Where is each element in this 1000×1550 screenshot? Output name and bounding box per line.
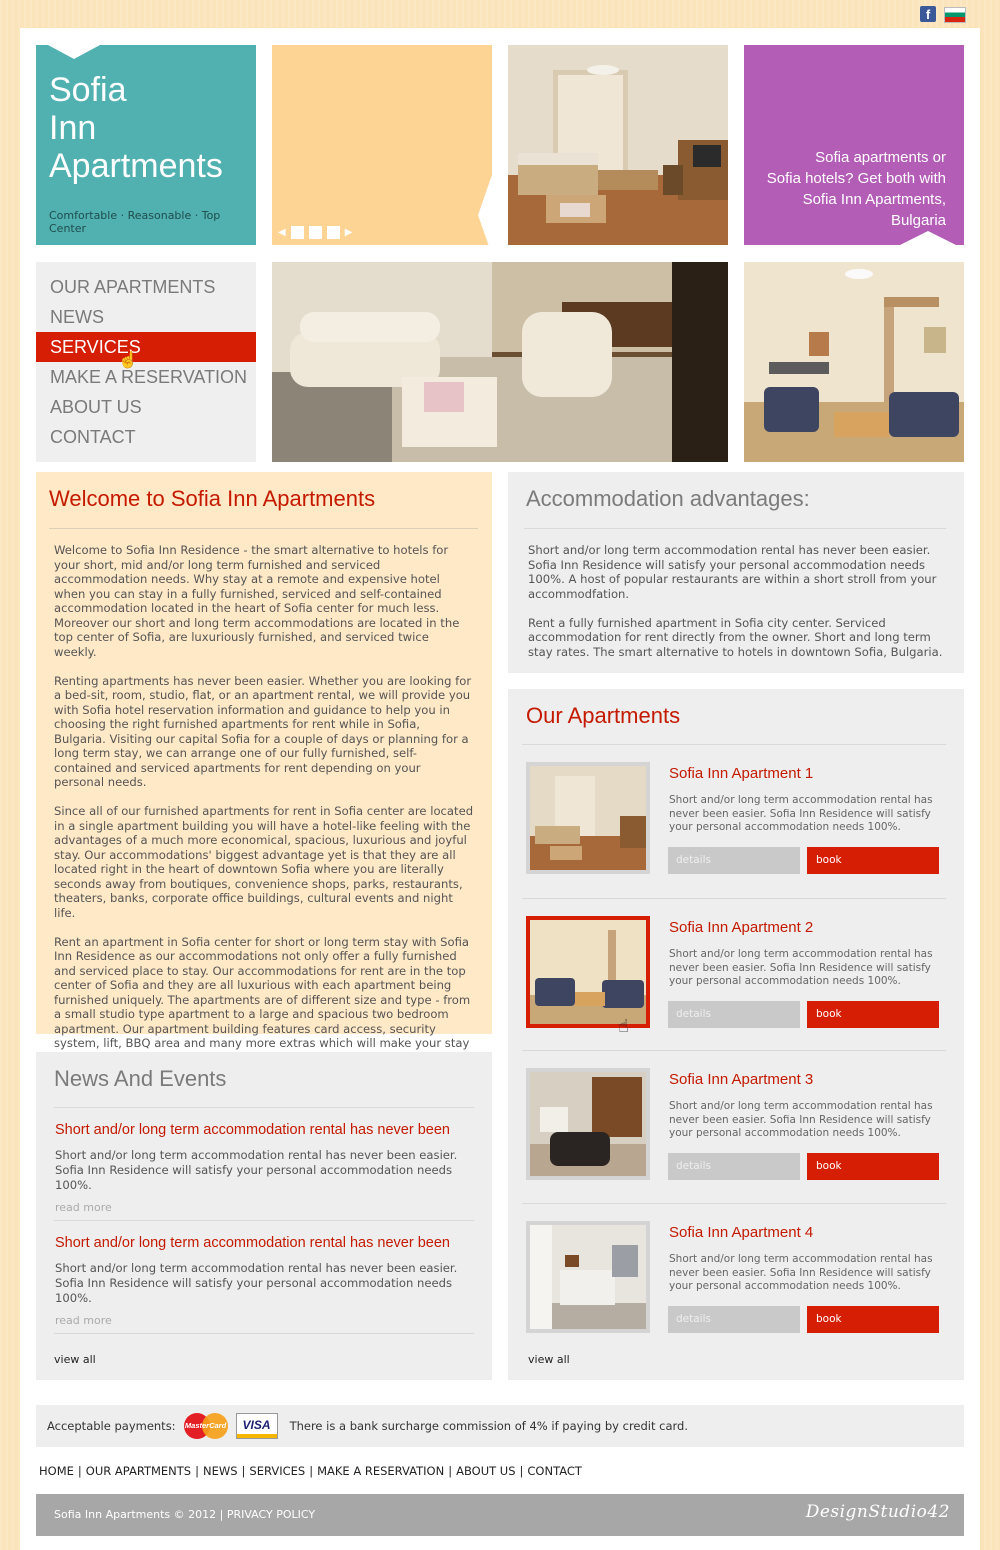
news-item-text: Short and/or long term accommodation rental has never been easier. Sofia Inn Residence will satisfy your personal accommodation needs 100%. xyxy=(55,1148,458,1192)
logo-tile[interactable] xyxy=(36,45,256,245)
site-title: Sofia Inn Apartments xyxy=(49,71,223,185)
welcome-paragraph: Rent an apartment in Sofia center for short or long term stay with Sofia Inn Residence as our accommodations not only offer a fully furnished and serviced place to stay. Our accommodations for rent are in the top center of Sofia and they are all luxurious with each apartment being furnished uniquely. The apartments are of different size and type - from a small studio type apartment to a large and spacious two bedroom apartment. Our apartment building features card access, security system, lift, BBQ area and many more extras which will make your stay xyxy=(54,934,471,1050)
footer-link-home[interactable]: HOME xyxy=(39,1464,74,1478)
facebook-icon[interactable]: f xyxy=(920,6,936,22)
slider-dot[interactable] xyxy=(309,226,322,239)
book-button[interactable]: book xyxy=(807,1153,939,1180)
welcome-paragraph: Renting apartments has never been easier. Whether you are looking for a bed-sit, room, studio, flat, or an apartment rental, we will provide you with Sofia hotel reservation information and guidance to help you in choosing the right furnished apartments for rent while in Sofia, Bulgaria. Visiting our capital Sofia for a couple of days or planning for a long term stay, we can arrange one of our fully furnished, self-contained and serviced apartments for rent depending on your personal needs. xyxy=(54,673,472,789)
mastercard-logo-text: MasterCard xyxy=(184,1421,227,1430)
apartment-2-image xyxy=(530,920,646,1024)
lounge-photo xyxy=(744,262,964,462)
welcome-title: Welcome to Sofia Inn Apartments xyxy=(49,486,376,511)
slider-tile xyxy=(272,45,492,245)
slider-next-icon[interactable]: ▶ xyxy=(344,227,353,238)
welcome-text xyxy=(54,543,474,1080)
apartment-4-image xyxy=(530,1225,646,1329)
footer-link-services[interactable]: SERVICES xyxy=(249,1464,306,1478)
welcome-paragraph: Welcome to Sofia Inn Residence - the smart alternative to hotels for your short, mid and/or long term furnished and serviced accommodation needs. Why stay at a remote and expensive hotel when you can stay in a fully furnished, serviced and self-contained accommodation located in the heart of Sofia center for much less. Moreover our short and long term accommodations are located in the top center of Sofia, are luxuriously furnished, and serviced twice weekly. xyxy=(54,543,460,659)
apartment-description: Short and/or long term accommodation rental has never been easier. Sofia Inn Residence will satisfy your personal accommodation needs 100%. xyxy=(669,1253,933,1292)
welcome-paragraph: Since all of our furnished apartments for rent in Sofia center are located in a single apartment building you will have a hotel-like feeling with the advantages of a much more economical, spacious, luxurious and joyful stay. Our accommodations' biggest advantage yet is that they are all located right in the heart of downtown Sofia where you are literally seconds away from boutiques, convenience shops, parks, restaurants, theaters, banks, corporate office buildings, cultural events and night life. xyxy=(54,804,474,920)
details-button[interactable]: details xyxy=(668,1001,800,1028)
bottom-bar xyxy=(36,1494,964,1536)
advantages-paragraph: Short and/or long term accommodation rental has never been easier. Sofia Inn Residence will satisfy your personal accommodation needs 100%. A host of popular restaurants are within a short stroll from your accommodfation. xyxy=(528,543,937,601)
apartment-card xyxy=(526,1068,946,1198)
nav-item-about-us[interactable]: ABOUT US xyxy=(50,397,142,417)
divider xyxy=(522,1050,946,1051)
living-room-photo xyxy=(272,262,728,462)
divider xyxy=(524,528,946,529)
apartment-thumbnail[interactable] xyxy=(526,916,650,1028)
book-button[interactable]: book xyxy=(807,1306,939,1333)
slider-dot[interactable] xyxy=(327,226,340,239)
news-item-text: Short and/or long term accommodation rental has never been easier. Sofia Inn Residence will satisfy your personal accommodation needs 100%. xyxy=(55,1261,458,1305)
apartment-card xyxy=(526,1221,946,1351)
footer-link-contact[interactable]: CONTACT xyxy=(527,1464,582,1478)
link-separator: | xyxy=(519,1464,524,1478)
bulgarian-flag-icon[interactable] xyxy=(944,7,966,23)
nav-item-news[interactable]: NEWS xyxy=(50,307,104,327)
divider xyxy=(522,744,946,745)
book-button[interactable]: book xyxy=(807,1001,939,1028)
divider xyxy=(54,1333,474,1334)
apartment-3-image xyxy=(530,1072,646,1176)
apartment-description: Short and/or long term accommodation rental has never been easier. Sofia Inn Residence will satisfy your personal accommodation needs 100%. xyxy=(669,948,933,987)
footer-link-about-us[interactable]: ABOUT US xyxy=(456,1464,516,1478)
divider xyxy=(49,528,478,529)
read-more-link[interactable]: read more xyxy=(55,1314,112,1327)
apartment-thumbnail[interactable] xyxy=(526,1221,650,1333)
apartment-description: Short and/or long term accommodation rental has never been easier. Sofia Inn Residence will satisfy your personal accommodation needs 100%. xyxy=(669,794,933,833)
link-separator: | xyxy=(195,1464,199,1478)
news-item-title[interactable]: Short and/or long term accommodation rental has never been xyxy=(55,1122,450,1138)
divider xyxy=(522,1203,946,1204)
slider-prev-icon[interactable]: ◀ xyxy=(278,227,286,238)
news-item xyxy=(55,1235,475,1327)
apartment-1-image xyxy=(530,766,646,870)
bedroom-image xyxy=(508,45,728,245)
news-title: News And Events xyxy=(54,1066,227,1091)
footer-nav xyxy=(39,1464,582,1478)
nav-item-label: SERVICES xyxy=(50,337,141,357)
apartment-card xyxy=(526,916,946,1046)
apartment-thumbnail[interactable] xyxy=(526,762,650,874)
promo-tile xyxy=(744,45,964,245)
top-icons xyxy=(920,6,966,23)
details-button[interactable]: details xyxy=(668,1153,800,1180)
footer-link-our-apartments[interactable]: OUR APARTMENTS xyxy=(85,1464,192,1478)
slider-controls xyxy=(278,226,352,239)
details-button[interactable]: details xyxy=(668,847,800,874)
copyright-text[interactable]: Sofia Inn Apartments © 2012 | PRIVACY POLICY xyxy=(54,1508,316,1521)
designer-signature[interactable]: DesignStudio42 xyxy=(805,1502,950,1522)
nav-item-make-a-reservation[interactable]: MAKE A RESERVATION xyxy=(50,367,248,387)
visa-icon xyxy=(236,1413,278,1439)
payments-note: There is a bank surcharge commission of 4% if paying by credit card. xyxy=(289,1419,689,1433)
nav-item-services[interactable] xyxy=(36,332,256,369)
news-view-all-link[interactable]: view all xyxy=(54,1353,96,1366)
footer-link-make-a-reservation[interactable]: MAKE A RESERVATION xyxy=(317,1464,445,1478)
welcome-panel xyxy=(36,472,492,1050)
payments-label: Acceptable payments: xyxy=(47,1419,176,1433)
tile-notch xyxy=(48,45,100,59)
footer-link-news[interactable]: NEWS xyxy=(202,1464,238,1478)
payments-bar xyxy=(36,1405,964,1447)
apartment-description: Short and/or long term accommodation rental has never been easier. Sofia Inn Residence will satisfy your personal accommodation needs 100%. xyxy=(669,1100,933,1139)
link-separator: | xyxy=(77,1464,82,1478)
apartments-view-all-link[interactable]: view all xyxy=(528,1353,570,1366)
hand-cursor-icon: ☝ xyxy=(618,1016,629,1037)
divider xyxy=(522,898,946,899)
read-more-link[interactable]: read more xyxy=(55,1201,112,1214)
nav-item-our-apartments[interactable]: OUR APARTMENTS xyxy=(50,277,216,297)
tile-notch xyxy=(900,231,956,245)
advantages-text xyxy=(528,543,948,674)
apartment-card xyxy=(526,762,946,892)
lounge-image xyxy=(744,262,964,462)
mastercard-icon xyxy=(184,1413,228,1439)
page-container xyxy=(20,28,980,1550)
advantages-panel xyxy=(508,472,964,673)
news-item-title[interactable]: Short and/or long term accommodation rental has never been xyxy=(55,1235,450,1251)
book-button[interactable]: book xyxy=(807,847,939,874)
apartments-panel xyxy=(508,689,964,1380)
nav-item-contact[interactable]: CONTACT xyxy=(50,427,136,447)
news-panel xyxy=(36,1052,492,1380)
main-nav xyxy=(36,262,256,462)
hand-cursor-icon: ☝ xyxy=(118,352,138,369)
link-separator: | xyxy=(448,1464,453,1478)
bedroom-photo xyxy=(508,45,728,245)
link-separator: | xyxy=(309,1464,314,1478)
link-separator: | xyxy=(241,1464,246,1478)
visa-logo-text: VISA xyxy=(242,1418,271,1432)
advantages-title: Accommodation advantages: xyxy=(526,486,810,511)
apartment-name[interactable]: Sofia Inn Apartment 3 xyxy=(669,1071,814,1088)
apartment-name[interactable]: Sofia Inn Apartment 4 xyxy=(669,1224,814,1241)
promo-text: Sofia apartments or Sofia hotels? Get both with Sofia Inn Apartments, Bulgaria xyxy=(766,149,946,229)
apartment-thumbnail[interactable] xyxy=(526,1068,650,1180)
living-room-image xyxy=(272,262,728,462)
news-item xyxy=(55,1122,475,1214)
apartments-title: Our Apartments xyxy=(526,703,681,728)
divider xyxy=(54,1107,474,1108)
apartment-name[interactable]: Sofia Inn Apartment 1 xyxy=(669,765,814,782)
slider-dot[interactable] xyxy=(291,226,304,239)
site-tagline: Comfortable · Reasonable · Top Center xyxy=(49,209,221,235)
tile-notch xyxy=(478,175,492,255)
divider xyxy=(54,1220,474,1221)
details-button[interactable]: details xyxy=(668,1306,800,1333)
advantages-paragraph: Rent a fully furnished apartment in Sofia city center. Serviced accommodation for rent directly from the owner. Short and long term stay rates. The smart alternative to hotels in downtown Sofia, Bulgaria. xyxy=(528,615,943,659)
apartment-name[interactable]: Sofia Inn Apartment 2 xyxy=(669,919,814,936)
